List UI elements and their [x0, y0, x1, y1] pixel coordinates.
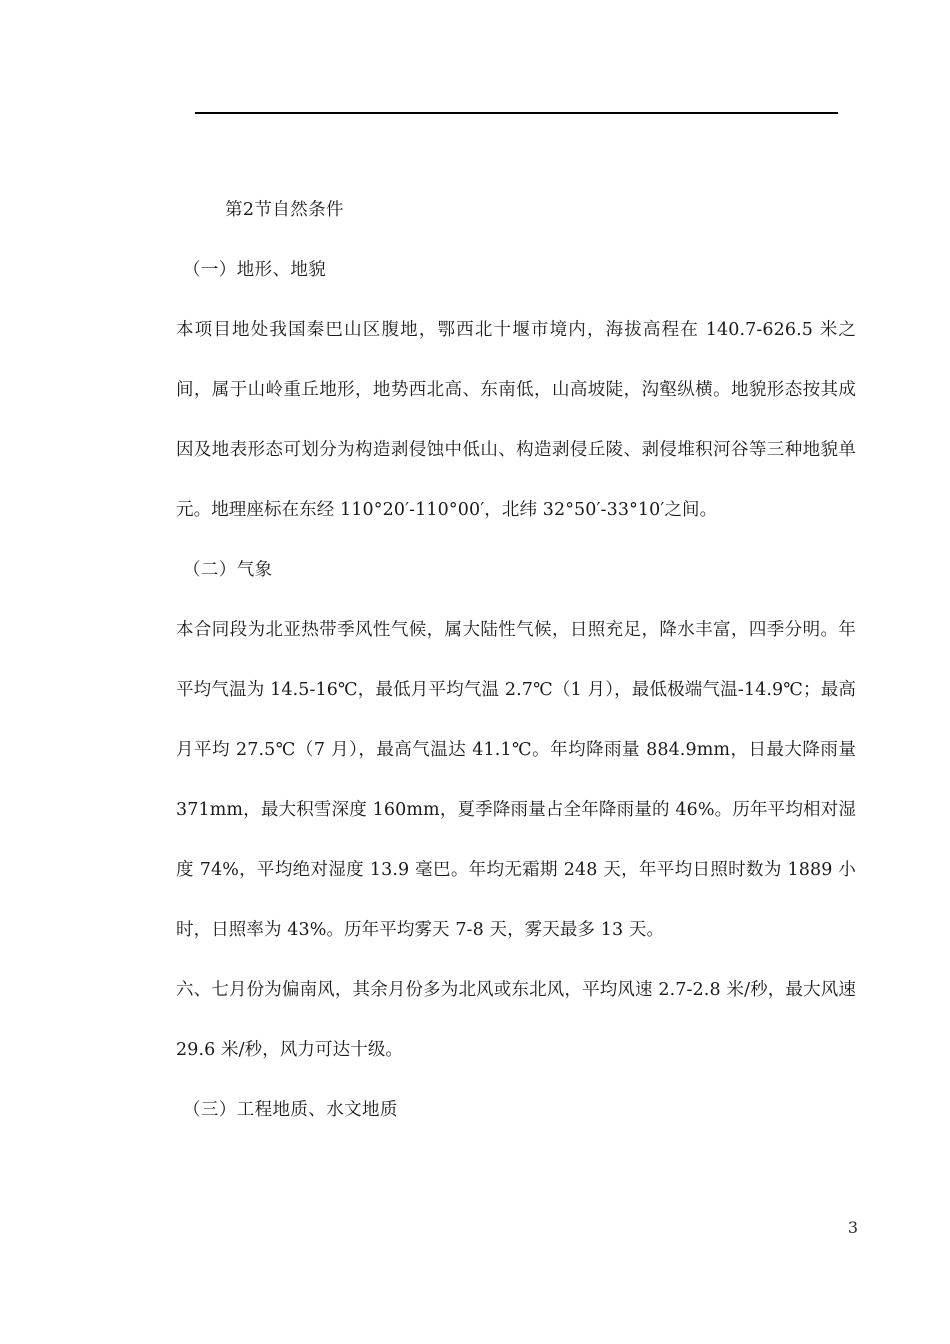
paragraph-wind: 六、七月份为偏南风，其余月份多为北风或东北风，平均风速 2.7-2.8 米/秒，最大风速 29.6 米/秒，风力可达十级。 — [176, 980, 856, 1060]
subsection-heading-topography: （一）地形、地貌 — [183, 260, 327, 280]
document-body — [176, 180, 856, 1140]
subsection-heading-geology: （三）工程地质、水文地质 — [183, 1100, 398, 1120]
header-rule-divider — [195, 112, 838, 114]
paragraph-meteorology: 本合同段为北亚热带季风性气候，属大陆性气候，日照充足，降水丰富，四季分明。年平均气温为 14.5-16℃，最低月平均气温 2.7℃（1 月），最低极端气温-14.9℃；最高月平均 27.5℃（7 月），最高气温达 41.1℃。年均降雨量 884.9mm，日最大降雨量 371mm，最大积雪深度 160mm，夏季降雨量占全年降雨量的 46%。历年平均相对湿度 74%，平均绝对湿度 13.9 毫巴。年均无霜期 248 天，年平均日照时数为 1889 小时，日照率为 43%。历年平均雾天 7-8 天，雾天最多 13 天。 — [176, 620, 856, 940]
section-title: 第2节自然条件 — [225, 200, 344, 220]
page-header — [0, 0, 950, 125]
paragraph-topography: 本项目地处我国秦巴山区腹地，鄂西北十堰市境内，海拔高程在 140.7-626.5 米之间，属于山岭重丘地形，地势西北高、东南低，山高坡陡，沟壑纵横。地貌形态按其成因及地表形态可划分为构造剥侵蚀中低山、构造剥侵丘陵、剥侵堆积河谷等三种地貌单元。地理座标在东经 110°20′-110°00′，北纬 32°50′-33°10′之间。 — [176, 320, 856, 520]
page-number: 3 — [847, 1218, 858, 1237]
subsection-heading-meteorology: （二）气象 — [183, 560, 273, 580]
